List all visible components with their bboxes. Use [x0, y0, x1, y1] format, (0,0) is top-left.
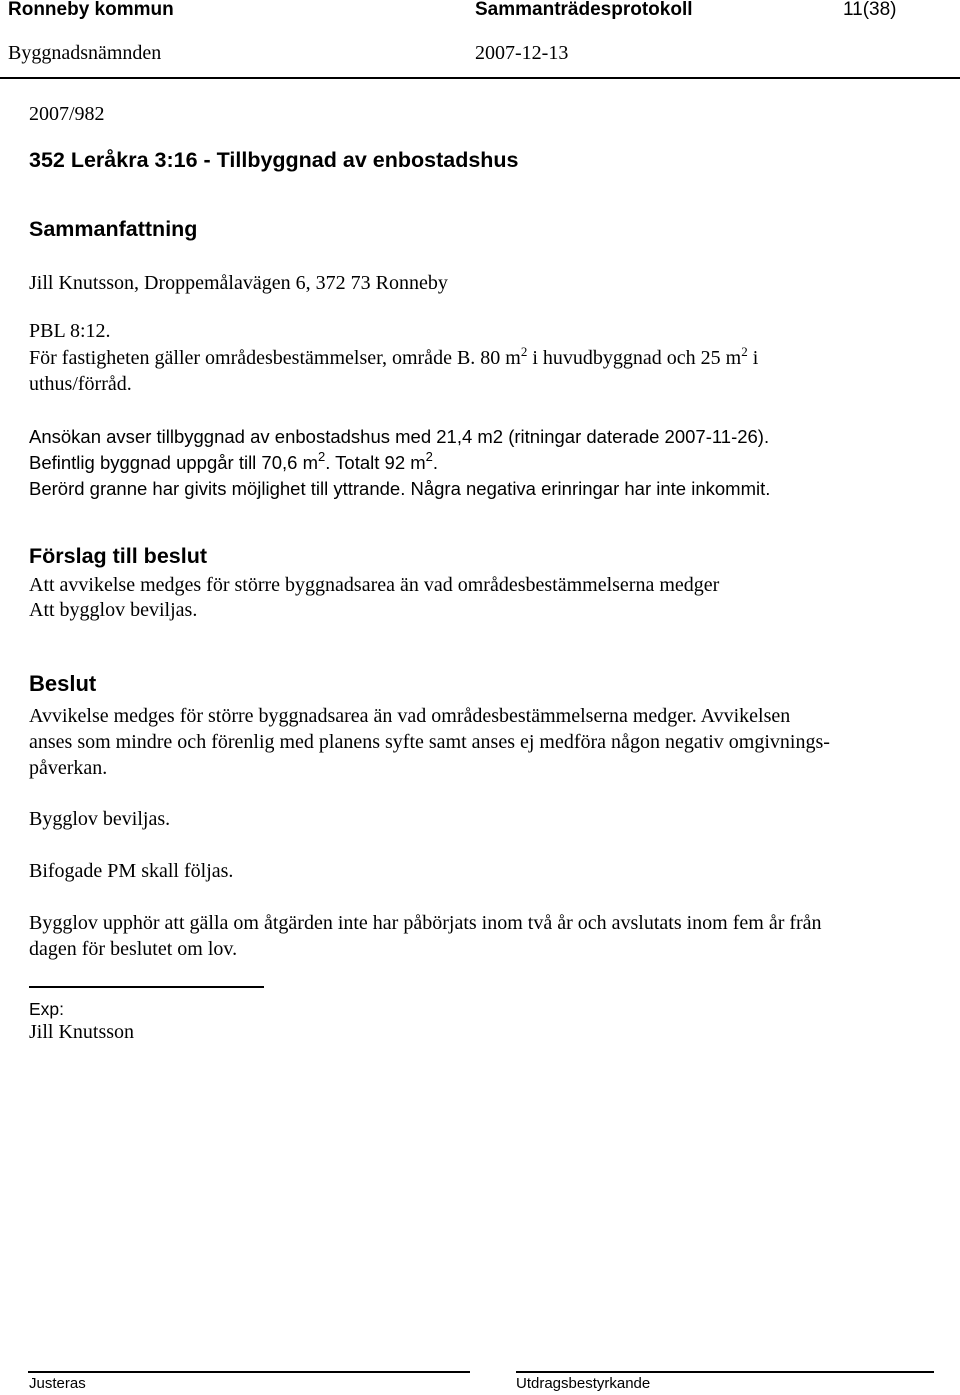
- application-line-1: Ansökan avser tillbyggnad av enbostadshus med 21,4 m2 (ritningar daterade 2007-11-26).: [29, 426, 770, 447]
- regulation-line-1: [29, 345, 758, 371]
- header-divider: [0, 77, 960, 79]
- board-name: Byggnadsnämnden: [8, 42, 162, 64]
- organization-name: Ronneby kommun: [8, 0, 174, 20]
- permit-granted: Bygglov beviljas.: [29, 808, 171, 830]
- attached-pm: Bifogade PM skall följas.: [29, 860, 234, 882]
- existing-area-text: Befintlig byggnad uppgår till 70,6 m: [29, 452, 318, 473]
- expiry-line-1: Bygglov upphör att gälla om åtgärden inte har påbörjats inom två år och avslutats inom fem år från: [29, 912, 822, 934]
- footer-divider-right: [516, 1371, 934, 1373]
- proposal-line-1: Att avvikelse medges för större byggnadsarea än vad områdesbestämmelserna medger: [29, 574, 720, 596]
- superscript: 2: [520, 344, 528, 359]
- application-line-2: [29, 451, 438, 475]
- paragraph-title: 352 Leråkra 3:16 - Tillbyggnad av enbostadshus: [29, 148, 519, 172]
- summary-heading: Sammanfattning: [29, 217, 198, 241]
- meeting-date: 2007-12-13: [475, 42, 569, 64]
- footer-utdragsbestyrkande: Utdragsbestyrkande: [516, 1375, 651, 1392]
- dispatch-divider: [29, 986, 264, 988]
- period: .: [432, 452, 439, 473]
- total-area-text: . Totalt 92 m: [325, 452, 426, 473]
- decision-line-2: anses som mindre och förenlig med planens syfte samt anses ej medföra någon negativ omgivnings-: [29, 731, 830, 753]
- dispatch-recipient: Jill Knutsson: [29, 1021, 135, 1043]
- pbl-reference: PBL 8:12.: [29, 320, 111, 342]
- dispatch-label: Exp:: [29, 999, 65, 1019]
- footer-justeras: Justeras: [29, 1375, 86, 1392]
- expiry-line-2: dagen för beslutet om lov.: [29, 938, 238, 960]
- superscript: 2: [425, 449, 433, 464]
- footer-divider-left: [28, 1371, 470, 1373]
- decision-line-1: Avvikelse medges för större byggnadsarea än vad områdesbestämmelserna medger. Avvikelsen: [29, 705, 791, 727]
- superscript: 2: [318, 449, 326, 464]
- regulation-text-c: i: [747, 347, 759, 369]
- proposal-heading: Förslag till beslut: [29, 544, 207, 568]
- regulation-text-a: För fastigheten gäller områdesbestämmelser, område B. 80 m: [29, 347, 521, 369]
- proposal-line-2: Att bygglov beviljas.: [29, 599, 198, 621]
- application-line-3: Berörd granne har givits möjlighet till yttrande. Några negativa erinringar har inte inkommit.: [29, 478, 771, 499]
- regulation-line-2: uthus/förråd.: [29, 373, 132, 395]
- applicant-line: Jill Knutsson, Droppemålavägen 6, 372 73 Ronneby: [29, 272, 448, 294]
- document-type: Sammanträdesprotokoll: [475, 0, 693, 20]
- superscript: 2: [741, 344, 748, 359]
- case-number: 2007/982: [29, 103, 105, 125]
- decision-heading: Beslut: [29, 671, 97, 696]
- regulation-text-b: i huvudbyggnad och 25 m: [527, 347, 742, 369]
- decision-line-3: påverkan.: [29, 757, 108, 779]
- page-number: 11(38): [843, 0, 897, 20]
